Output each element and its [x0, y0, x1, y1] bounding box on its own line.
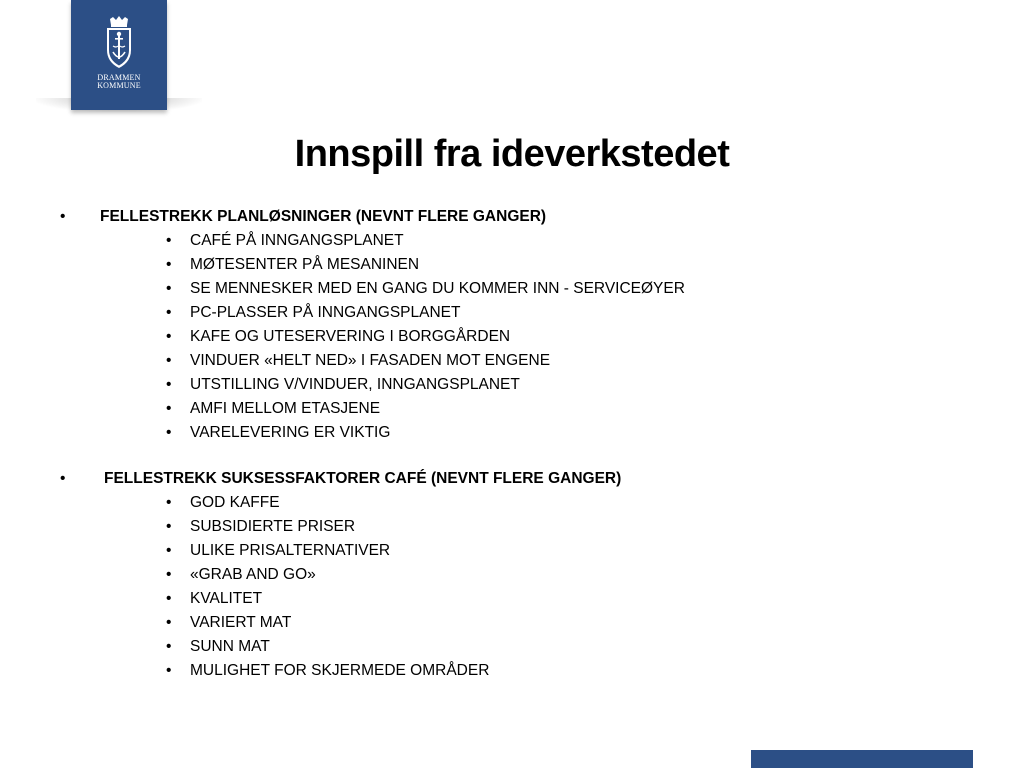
bullet-icon: •: [166, 566, 172, 583]
bullet-icon: •: [166, 494, 172, 511]
section-planlosninger: [0, 205, 1024, 445]
list-item-text: KAFE OG UTESERVERING I BORGGÅRDEN: [190, 328, 511, 345]
list-item-text: MØTESENTER PÅ MESANINEN: [190, 256, 420, 273]
list-item: [0, 659, 1024, 683]
list-item-text: UTSTILLING V/VINDUER, INNGANGSPLANET: [190, 376, 520, 393]
list-item: [0, 635, 1024, 659]
list-item: [0, 349, 1024, 373]
bullet-icon: •: [166, 376, 172, 393]
bullet-icon: •: [166, 542, 172, 559]
section-item-list: [0, 229, 1024, 445]
list-item: [0, 373, 1024, 397]
bullet-icon: •: [166, 232, 172, 249]
list-item: [0, 515, 1024, 539]
section-heading-text: FELLESTREKK SUKSESSFAKTORER CAFÉ (NEVNT FLERE GANGER): [104, 470, 622, 487]
list-item: [0, 611, 1024, 635]
list-item: [0, 587, 1024, 611]
list-item: [0, 301, 1024, 325]
list-item: [0, 277, 1024, 301]
bullet-icon: •: [166, 424, 172, 441]
bullet-icon: •: [166, 280, 172, 297]
list-item-text: AMFI MELLOM ETASJENE: [190, 400, 381, 417]
list-item-text: GOD KAFFE: [190, 494, 280, 511]
list-item-text: VARIERT MAT: [190, 614, 292, 631]
list-item-text: VARELEVERING ER VIKTIG: [190, 424, 391, 441]
list-item-text: CAFÉ PÅ INNGANGSPLANET: [190, 232, 404, 249]
list-item-text: MULIGHET FOR SKJERMEDE OMRÅDER: [190, 662, 490, 679]
bullet-icon: •: [166, 614, 172, 631]
bullet-icon: •: [60, 470, 66, 487]
list-item: [0, 229, 1024, 253]
logo-text-drammen: DRAMMEN: [97, 73, 141, 82]
list-item-text: SUNN MAT: [190, 638, 270, 655]
section-item-list: [0, 491, 1024, 683]
list-item-text: «GRAB AND GO»: [190, 566, 316, 583]
drammen-kommune-logo: [71, 0, 167, 110]
list-item-text: PC-PLASSER PÅ INNGANGSPLANET: [190, 304, 461, 321]
section-heading: [0, 205, 1024, 229]
bullet-icon: •: [166, 590, 172, 607]
bullet-icon: •: [166, 662, 172, 679]
bullet-icon: •: [166, 400, 172, 417]
list-item-text: SE MENNESKER MED EN GANG DU KOMMER INN - SERVICEØYER: [190, 280, 685, 297]
section-heading: [0, 467, 1024, 491]
list-item: [0, 539, 1024, 563]
footer-accent-bar: [751, 750, 973, 768]
logo-text-kommune: KOMMUNE: [97, 81, 141, 90]
list-item-text: SUBSIDIERTE PRISER: [190, 518, 356, 535]
list-item: [0, 563, 1024, 587]
list-item: [0, 491, 1024, 515]
list-item: [0, 397, 1024, 421]
bullet-icon: •: [166, 304, 172, 321]
section-suksessfaktorer: [0, 467, 1024, 683]
bullet-icon: •: [166, 638, 172, 655]
bullet-icon: •: [60, 208, 66, 225]
bullet-icon: •: [166, 328, 172, 345]
list-item: [0, 421, 1024, 445]
list-item-text: ULIKE PRISALTERNATIVER: [190, 542, 391, 559]
coat-of-arms-icon: [104, 16, 134, 70]
bullet-icon: •: [166, 352, 172, 369]
list-item-text: KVALITET: [190, 590, 263, 607]
section-heading-text: FELLESTREKK PLANLØSNINGER (NEVNT FLERE GANGER): [100, 208, 547, 225]
bullet-icon: •: [166, 256, 172, 273]
bullet-icon: •: [166, 518, 172, 535]
list-item: [0, 253, 1024, 277]
list-item: [0, 325, 1024, 349]
list-item-text: VINDUER «HELT NED» I FASADEN MOT ENGENE: [190, 352, 551, 369]
slide-title: Innspill fra ideverkstedet: [294, 133, 730, 175]
